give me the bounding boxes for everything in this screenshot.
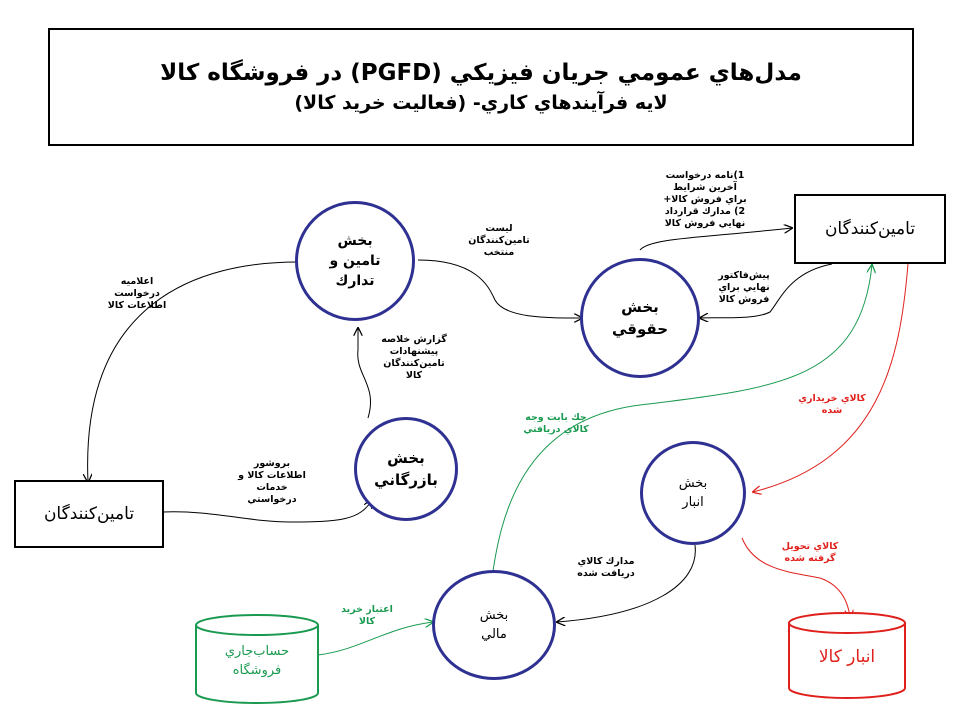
- supply-dept-node: [295, 201, 415, 321]
- label-proforma: پيش‌فاكتور نهايي براي فروش كالا: [718, 270, 770, 305]
- label-delivered-goods: كالاي تحويل گرفته شده: [781, 541, 839, 564]
- label-summary-report: گزارش خلاصه پيشنهادات تامين‌كنندگان كالا: [381, 334, 447, 381]
- finance-dept-label: بخش مالي: [479, 608, 509, 642]
- legal-dept-node: [580, 258, 700, 378]
- commerce-dept-node: [354, 417, 458, 521]
- warehouse-dept-label: بخش انبار: [678, 476, 708, 510]
- warehouse-dept-node: [640, 441, 746, 545]
- suppliers-left-label: تامين‌كنندگان: [43, 504, 135, 524]
- flow-request-letter: [640, 228, 792, 250]
- label-request-announcement: اعلاميه درخواست اطلاعات كالا: [107, 276, 167, 311]
- page-subtitle: لايه فرآيندهاي كاري- (فعاليت خريد كالا): [294, 92, 668, 114]
- label-purchased-goods: كالاي خريداري شده: [798, 393, 866, 416]
- label-brochure: بروشور اطلاعات كالا و خدمات درخواستي: [238, 458, 306, 505]
- supply-dept-label: بخش تامين و تدارك: [329, 233, 381, 289]
- commerce-dept-label: بخش بازرگاني: [374, 449, 438, 489]
- goods-store-label: انبار كالا: [818, 647, 876, 667]
- store-account-label: حساب‌جاري فروشگاه: [224, 644, 290, 678]
- page-title: مدل‌هاي عمومي جريان فيزيكي (PGFD) در فروشگاه كالا: [160, 60, 802, 86]
- label-request-letter: 1)نامه درخواست آخرين شرايط براي فروش كالا+ 2) مدارك قرارداد نهايي فروش كالا: [663, 170, 747, 229]
- label-purchase-credit: اعتبار خريد كالا: [341, 604, 393, 627]
- suppliers-right-box: [794, 194, 946, 264]
- label-received-docs: مدارك كالاي دريافت شده: [577, 556, 635, 579]
- legal-dept-label: بخش حقوقي: [612, 298, 669, 338]
- label-check-payment: چك بابت وجه كالاي دريافتي: [523, 412, 589, 435]
- suppliers-left-box: [14, 480, 164, 548]
- finance-dept-node: [432, 570, 556, 680]
- suppliers-right-label: تامين‌كنندگان: [824, 219, 916, 239]
- flow-selected-suppliers: [418, 260, 582, 318]
- label-selected-suppliers: ليست تامين‌كنندگان منتخب: [468, 223, 530, 258]
